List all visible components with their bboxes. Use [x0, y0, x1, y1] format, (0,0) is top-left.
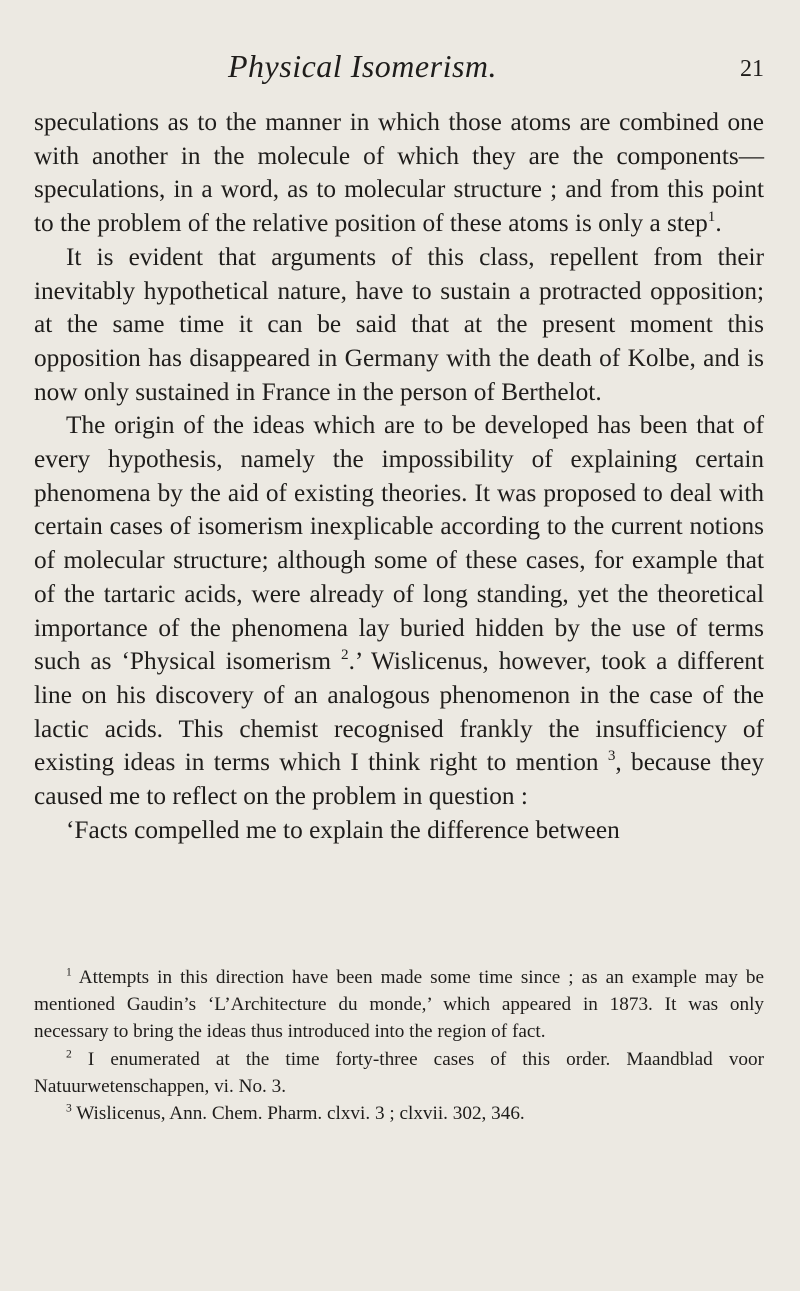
page-number: 21	[740, 56, 764, 82]
footnote-2: $^2$ I enumerated at the time forty-three cases of this order. Maandblad voor Natuurwetenschappen, vi. No. 3.	[34, 1048, 764, 1097]
page-header	[0, 48, 800, 88]
paragraph-4: ‘Facts compelled me to explain the difference between	[66, 815, 620, 844]
footnote-ref-1: 1	[707, 208, 716, 226]
footnote-marker: 2	[66, 1048, 72, 1061]
paragraph-2: It is evident that arguments of this class, repellent from their inevitably hypothetical nature, have to sustain a protracted opposition; at the same time it can be said that at the present moment this opposition has disappeared in Germany with the death of Kolbe, and is now only sustained in France in the person of Berthelot.	[34, 242, 764, 406]
paragraph-1: speculations as to the manner in which those atoms are combined one with another in the molecule of which they are the components—speculations, in a word, as to molecular structure ; and from this point to the problem of the relative position of these atoms is only a step$^1$.	[34, 108, 764, 238]
footnote-marker: 3	[66, 1102, 72, 1115]
running-title: Physical Isomerism.	[228, 48, 498, 84]
footnote-1: $^1$ Attempts in this direction have been made some time since ; as an example may be mentioned Gaudin’s ‘L’Architecture du monde,’ which appeared in 1873. It was only necessary to bring the ideas thus introduced into the region of fact.	[34, 966, 764, 1043]
body-text	[34, 106, 764, 847]
footnote-ref-2: 2	[341, 646, 349, 664]
footnotes	[34, 964, 764, 1127]
paragraph-3: The origin of the ideas which are to be developed has been that of every hypothesis, namely the impossibility of explaining certain phenomena by the aid of existing theories. It was proposed to deal with certain cases of isomerism inexplicable according to the current notions of molecular structure; although some of these cases, for example that of the tartaric acids, were already of long standing, yet the theoretical importance of the phenomena lay buried hidden by the use of terms such as ‘Physical isomerism $^2$.’ Wislicenus, however, took a different line on his discovery of an analogous phenomenon in the case of the lactic acids. This chemist recognised frankly the insufficiency of existing ideas in terms which I think right to mention $^3$, because they caused me to reflect on the problem in question :	[34, 411, 764, 811]
footnote-ref-3: 3	[607, 747, 616, 765]
footnote-3: $^3$ Wislicenus, Ann. Chem. Pharm. clxvi. 3 ; clxvii. 302, 346.	[66, 1102, 525, 1125]
footnote-marker: 1	[66, 966, 72, 979]
